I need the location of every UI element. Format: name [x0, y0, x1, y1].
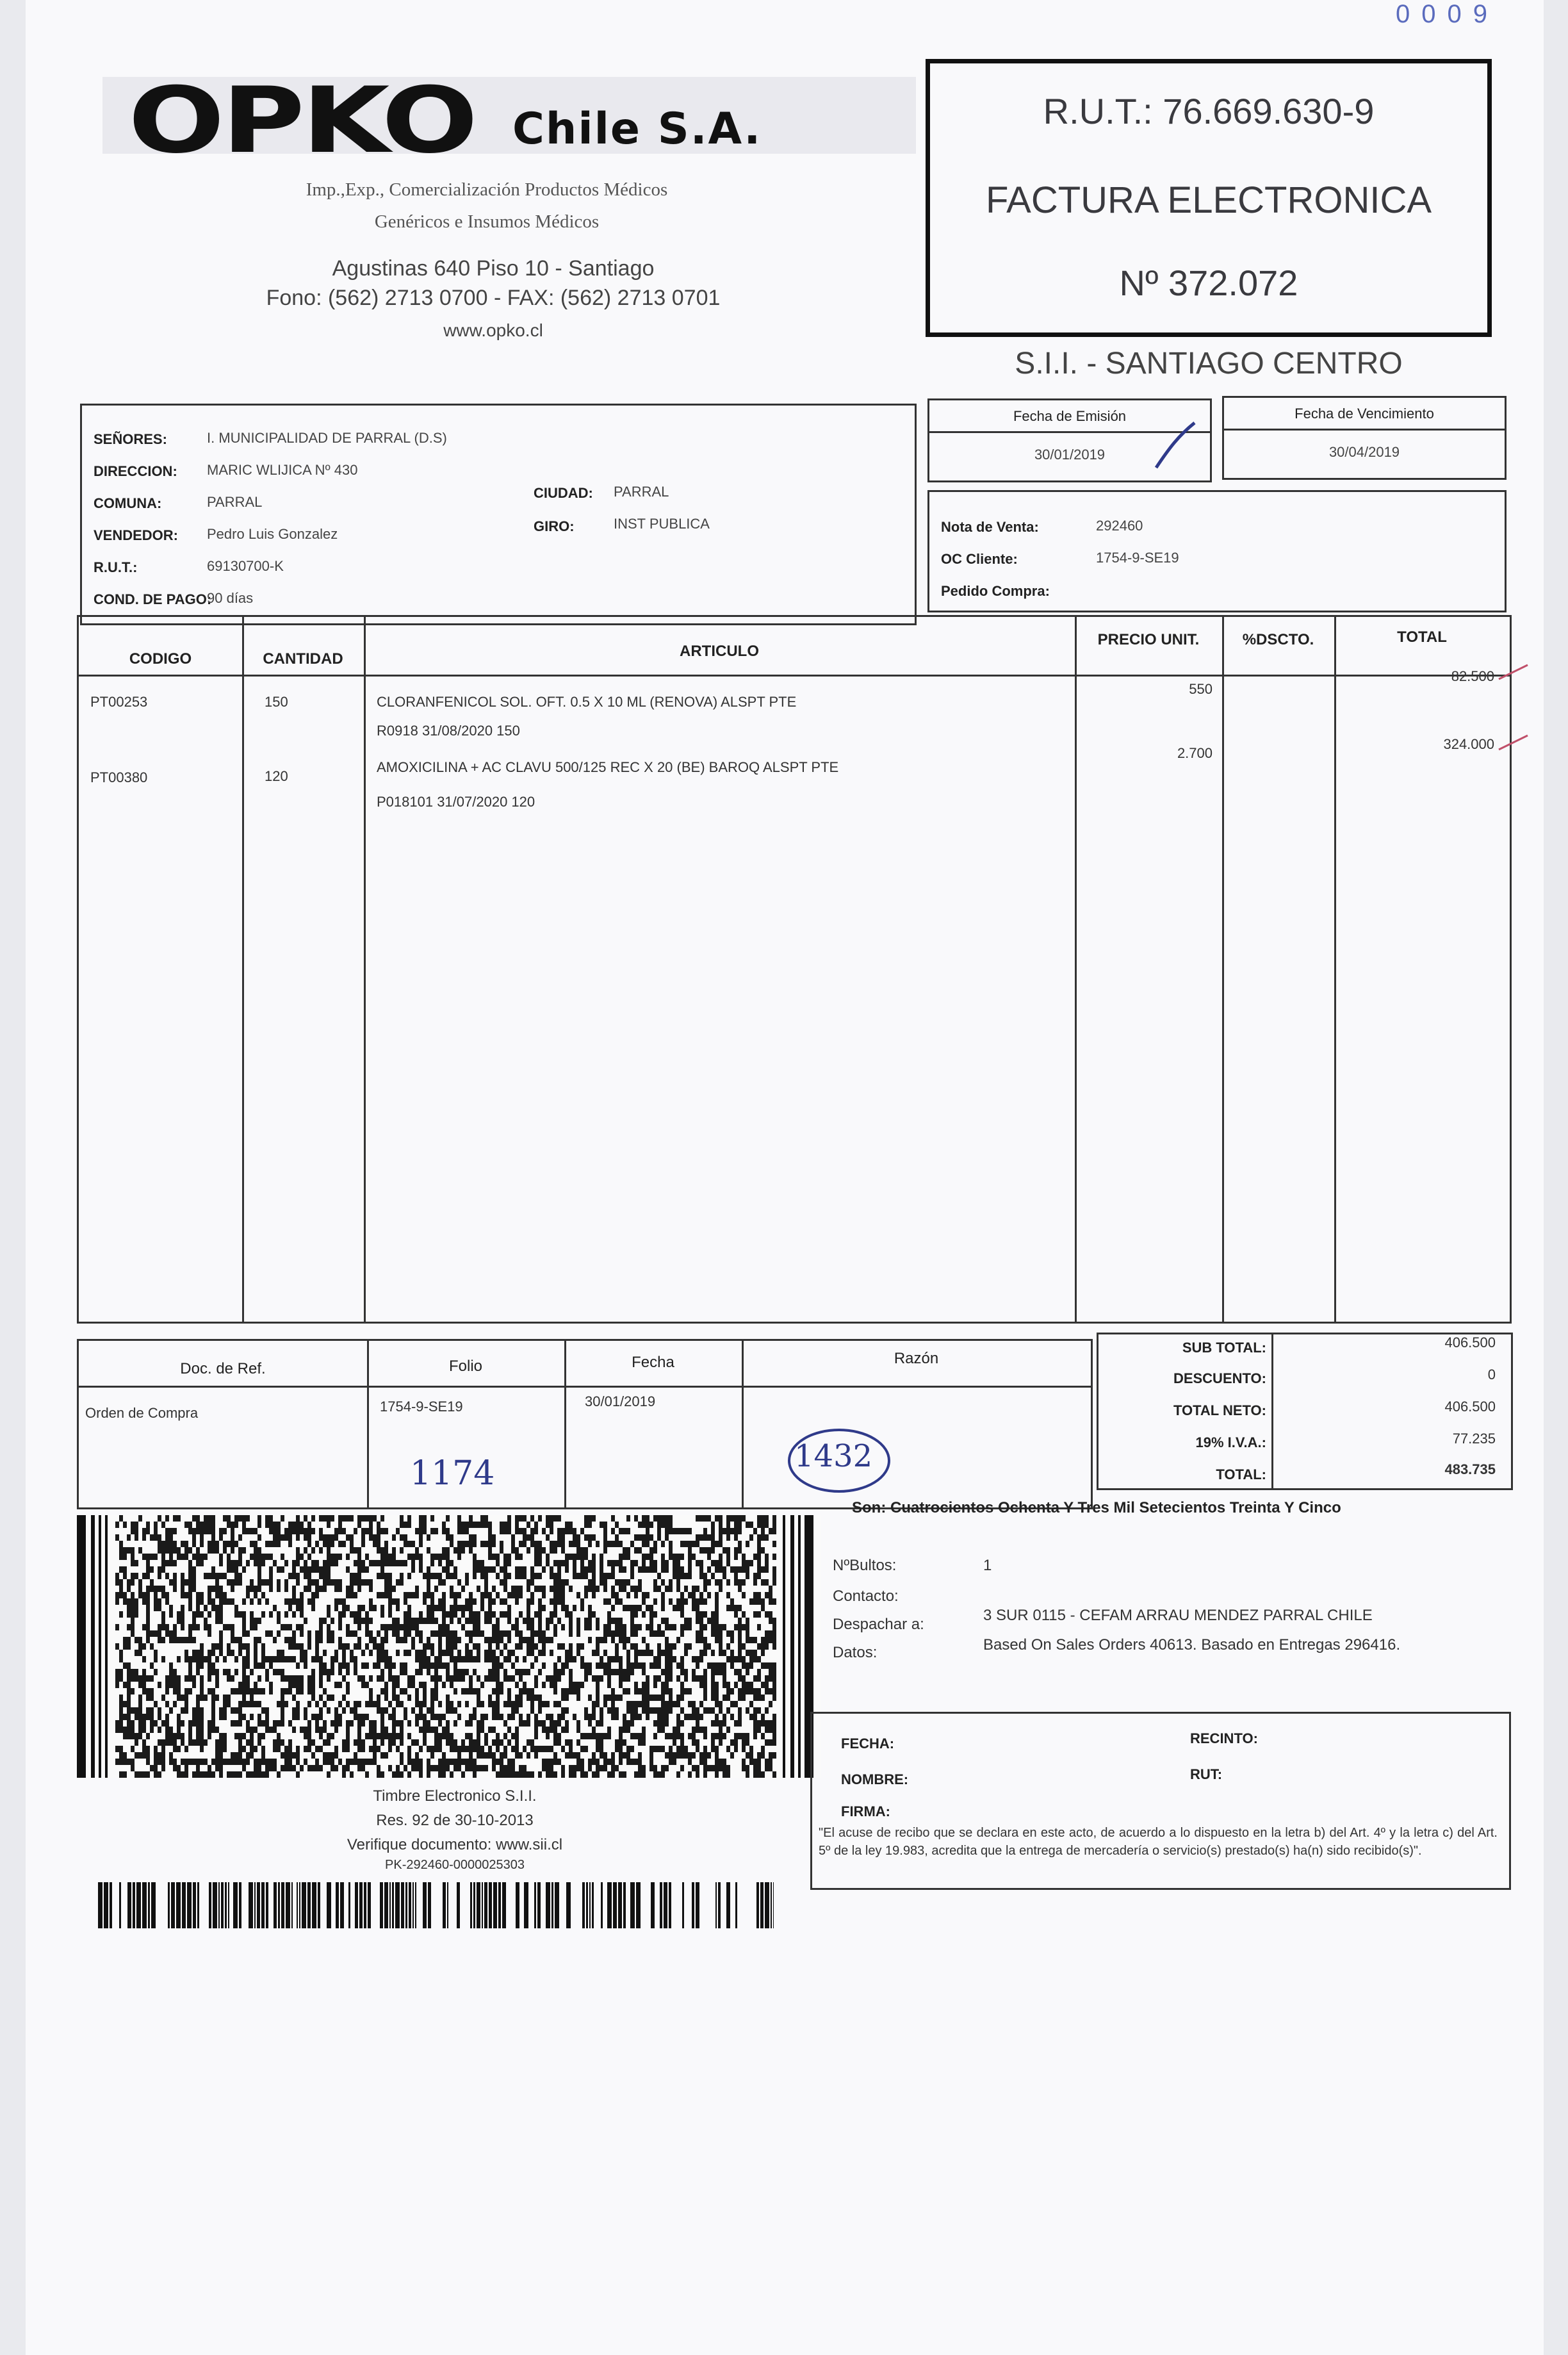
- items-table: [77, 615, 1512, 1324]
- subtotal-value: 406.500: [1444, 1334, 1496, 1350]
- rut-box: [926, 59, 1492, 337]
- rut-value: 69130700-K: [207, 558, 284, 574]
- timbre-line-1: Timbre Electronico S.I.I.: [373, 1787, 537, 1805]
- folio-header: Folio: [448, 1358, 483, 1375]
- column-divider: [364, 617, 366, 1322]
- timbre-line-4: PK-292460-0000025303: [385, 1858, 525, 1872]
- col-header-codigo: CODIGO: [129, 650, 192, 668]
- company-tagline-1: Imp.,Exp., Comercialización Productos Médicos: [306, 179, 668, 200]
- fecha-vencimiento-label: Fecha de Vencimiento: [1294, 406, 1434, 422]
- sii-office: S.I.I. - SANTIAGO CENTRO: [1015, 347, 1403, 381]
- despachar-value: 3 SUR 0115 - CEFAM ARRAU MENDEZ PARRAL CHILE: [983, 1607, 1373, 1624]
- pdf417-barcode: [77, 1515, 821, 1778]
- iva-value: 77.235: [1452, 1431, 1496, 1447]
- bultos-label: NºBultos:: [833, 1557, 897, 1574]
- tick-marks-icon: [1496, 653, 1534, 756]
- subtotal-label: SUB TOTAL:: [1182, 1340, 1266, 1356]
- contacto-label: Contacto:: [833, 1588, 899, 1605]
- company-web: www.opko.cl: [443, 320, 543, 340]
- receipt-recinto-label: RECINTO:: [1190, 1730, 1258, 1746]
- fecha-vencimiento-box: [1222, 396, 1507, 480]
- nota-venta-value: 292460: [1096, 518, 1143, 534]
- handwritten-circle-note: 1432: [794, 1438, 873, 1474]
- direccion-value: MARIC WLIJICA Nº 430: [207, 462, 358, 478]
- row2-total: 324.000: [1443, 736, 1494, 752]
- receipt-fecha-label: FECHA:: [841, 1735, 895, 1752]
- doc-ref-table: [77, 1339, 1093, 1509]
- pen-checkmark-icon: [1143, 416, 1201, 474]
- totals-box: [1097, 1333, 1513, 1490]
- rut-label: R.U.T.:: [94, 559, 138, 575]
- col-header-cantidad: CANTIDAD: [263, 650, 343, 668]
- invoice-sheet: [26, 0, 1544, 2355]
- col-header-dscto: %DSCTO.: [1242, 631, 1314, 648]
- iva-label: 19% I.V.A.:: [1195, 1434, 1266, 1450]
- vendedor-value: Pedro Luis Gonzalez: [207, 526, 338, 542]
- neto-value: 406.500: [1444, 1399, 1496, 1415]
- row1-lote: R0918 31/08/2020 150: [377, 723, 520, 739]
- nota-venta-label: Nota de Venta:: [941, 519, 1039, 535]
- row1-articulo: CLORANFENICOL SOL. OFT. 0.5 X 10 ML (RENOVA) ALSPT PTE: [377, 694, 797, 710]
- column-divider: [242, 617, 244, 1322]
- linear-barcode: [95, 1882, 774, 1928]
- column-divider: [1334, 617, 1336, 1322]
- row1-precio: 550: [1189, 681, 1213, 697]
- datos-value: Based On Sales Orders 40613. Basado en Entregas 296416.: [983, 1636, 1401, 1653]
- oc-cliente-label: OC Cliente:: [941, 551, 1018, 567]
- receipt-firma-label: FIRMA:: [841, 1803, 890, 1819]
- timbre-line-2: Res. 92 de 30-10-2013: [376, 1812, 534, 1829]
- receipt-box: [810, 1712, 1511, 1890]
- descuento-value: 0: [1487, 1366, 1496, 1383]
- company-phone: Fono: (562) 2713 0700 - FAX: (562) 2713 0701: [266, 286, 721, 310]
- rut-number: R.U.T.: 76.669.630-9: [1043, 91, 1375, 131]
- table-header-divider: [79, 675, 1510, 677]
- comuna-value: PARRAL: [207, 494, 263, 510]
- row2-articulo: AMOXICILINA + AC CLAVU 500/125 REC X 20 (BE) BAROQ ALSPT PTE: [377, 759, 839, 775]
- receipt-rut-label: RUT:: [1190, 1766, 1223, 1782]
- company-tagline-2: Genéricos e Insumos Médicos: [374, 211, 600, 232]
- logo-chile-sa: Chile S.A.: [512, 104, 762, 154]
- client-box: [80, 404, 917, 625]
- row2-codigo: PT00380: [90, 769, 148, 785]
- comuna-label: COMUNA:: [94, 495, 162, 511]
- despachar-label: Despachar a:: [833, 1616, 924, 1633]
- fecha-vencimiento-value: 30/04/2019: [1328, 444, 1400, 460]
- row2-precio: 2.700: [1177, 745, 1213, 761]
- timbre-line-3: Verifique documento: www.sii.cl: [347, 1836, 563, 1853]
- doc-ref-header-divider: [79, 1386, 1091, 1388]
- logo-opko: OPKO: [128, 68, 475, 174]
- col-header-articulo: ARTICULO: [680, 643, 759, 660]
- amount-in-words: Son: Cuatrocientos Ochenta Y Tres Mil Setecientos Treinta Y Cinco: [852, 1499, 1341, 1516]
- row1-codigo: PT00253: [90, 694, 148, 710]
- vendedor-label: VENDEDOR:: [94, 527, 179, 543]
- giro-value: INST PUBLICA: [614, 516, 710, 532]
- column-divider: [1222, 617, 1224, 1322]
- senores-value: I. MUNICIPALIDAD DE PARRAL (D.S): [207, 430, 447, 446]
- neto-label: TOTAL NETO:: [1173, 1402, 1266, 1418]
- ciudad-label: CIUDAD:: [534, 485, 593, 501]
- senores-label: SEÑORES:: [94, 431, 167, 447]
- row1-cantidad: 150: [265, 694, 288, 710]
- invoice-number: Nº 372.072: [1119, 263, 1298, 303]
- fecha-value: 30/01/2019: [585, 1393, 656, 1409]
- doc-ref-value: Orden de Compra: [85, 1405, 199, 1421]
- handwritten-folio-note: 1174: [410, 1454, 495, 1493]
- fecha-header: Fecha: [632, 1354, 674, 1371]
- receipt-legal-text: "El acuse de recibo que se declara en este acto, de acuerdo a lo dispuesto en la letra b) del Art. 4º y la letra c) del Art. 5º de la ley 19.983, acredita que la entrega de mercadería o servicio(s) prestado(s) ha(n) sido recibido(s)".: [819, 1826, 1498, 1858]
- row1-total: 82.500: [1451, 668, 1494, 684]
- total-value: 483.735: [1444, 1461, 1496, 1477]
- doc-ref-header: Doc. de Ref.: [180, 1360, 266, 1377]
- document-type: FACTURA ELECTRONICA: [985, 179, 1432, 221]
- corner-page-number: 0009: [1396, 0, 1499, 28]
- giro-label: GIRO:: [534, 518, 575, 534]
- razon-header: Razón: [894, 1350, 939, 1367]
- receipt-nombre-label: NOMBRE:: [841, 1771, 909, 1787]
- company-logo: [102, 68, 916, 174]
- row2-cantidad: 120: [265, 768, 288, 784]
- pago-value: 90 días: [207, 590, 254, 606]
- pago-label: COND. DE PAGO:: [94, 591, 212, 607]
- bultos-value: 1: [983, 1557, 992, 1574]
- direccion-label: DIRECCION:: [94, 463, 177, 479]
- descuento-label: DESCUENTO:: [1173, 1370, 1266, 1386]
- folio-value: 1754-9-SE19: [380, 1399, 463, 1415]
- divider: [1224, 429, 1505, 431]
- column-divider: [1075, 617, 1077, 1322]
- col-header-precio: PRECIO UNIT.: [1097, 631, 1200, 648]
- oc-cliente-value: 1754-9-SE19: [1096, 550, 1179, 566]
- row2-lote: P018101 31/07/2020 120: [377, 794, 535, 810]
- pedido-compra-label: Pedido Compra:: [941, 583, 1050, 599]
- fecha-emision-value: 30/01/2019: [1034, 447, 1106, 463]
- company-address: Agustinas 640 Piso 10 - Santiago: [332, 256, 655, 281]
- refs-box: [927, 490, 1507, 612]
- ciudad-value: PARRAL: [614, 484, 669, 500]
- column-divider: [1271, 1334, 1273, 1488]
- fecha-emision-label: Fecha de Emisión: [1013, 408, 1127, 424]
- total-label: TOTAL:: [1216, 1466, 1266, 1482]
- datos-label: Datos:: [833, 1644, 878, 1661]
- col-header-total: TOTAL: [1397, 628, 1447, 646]
